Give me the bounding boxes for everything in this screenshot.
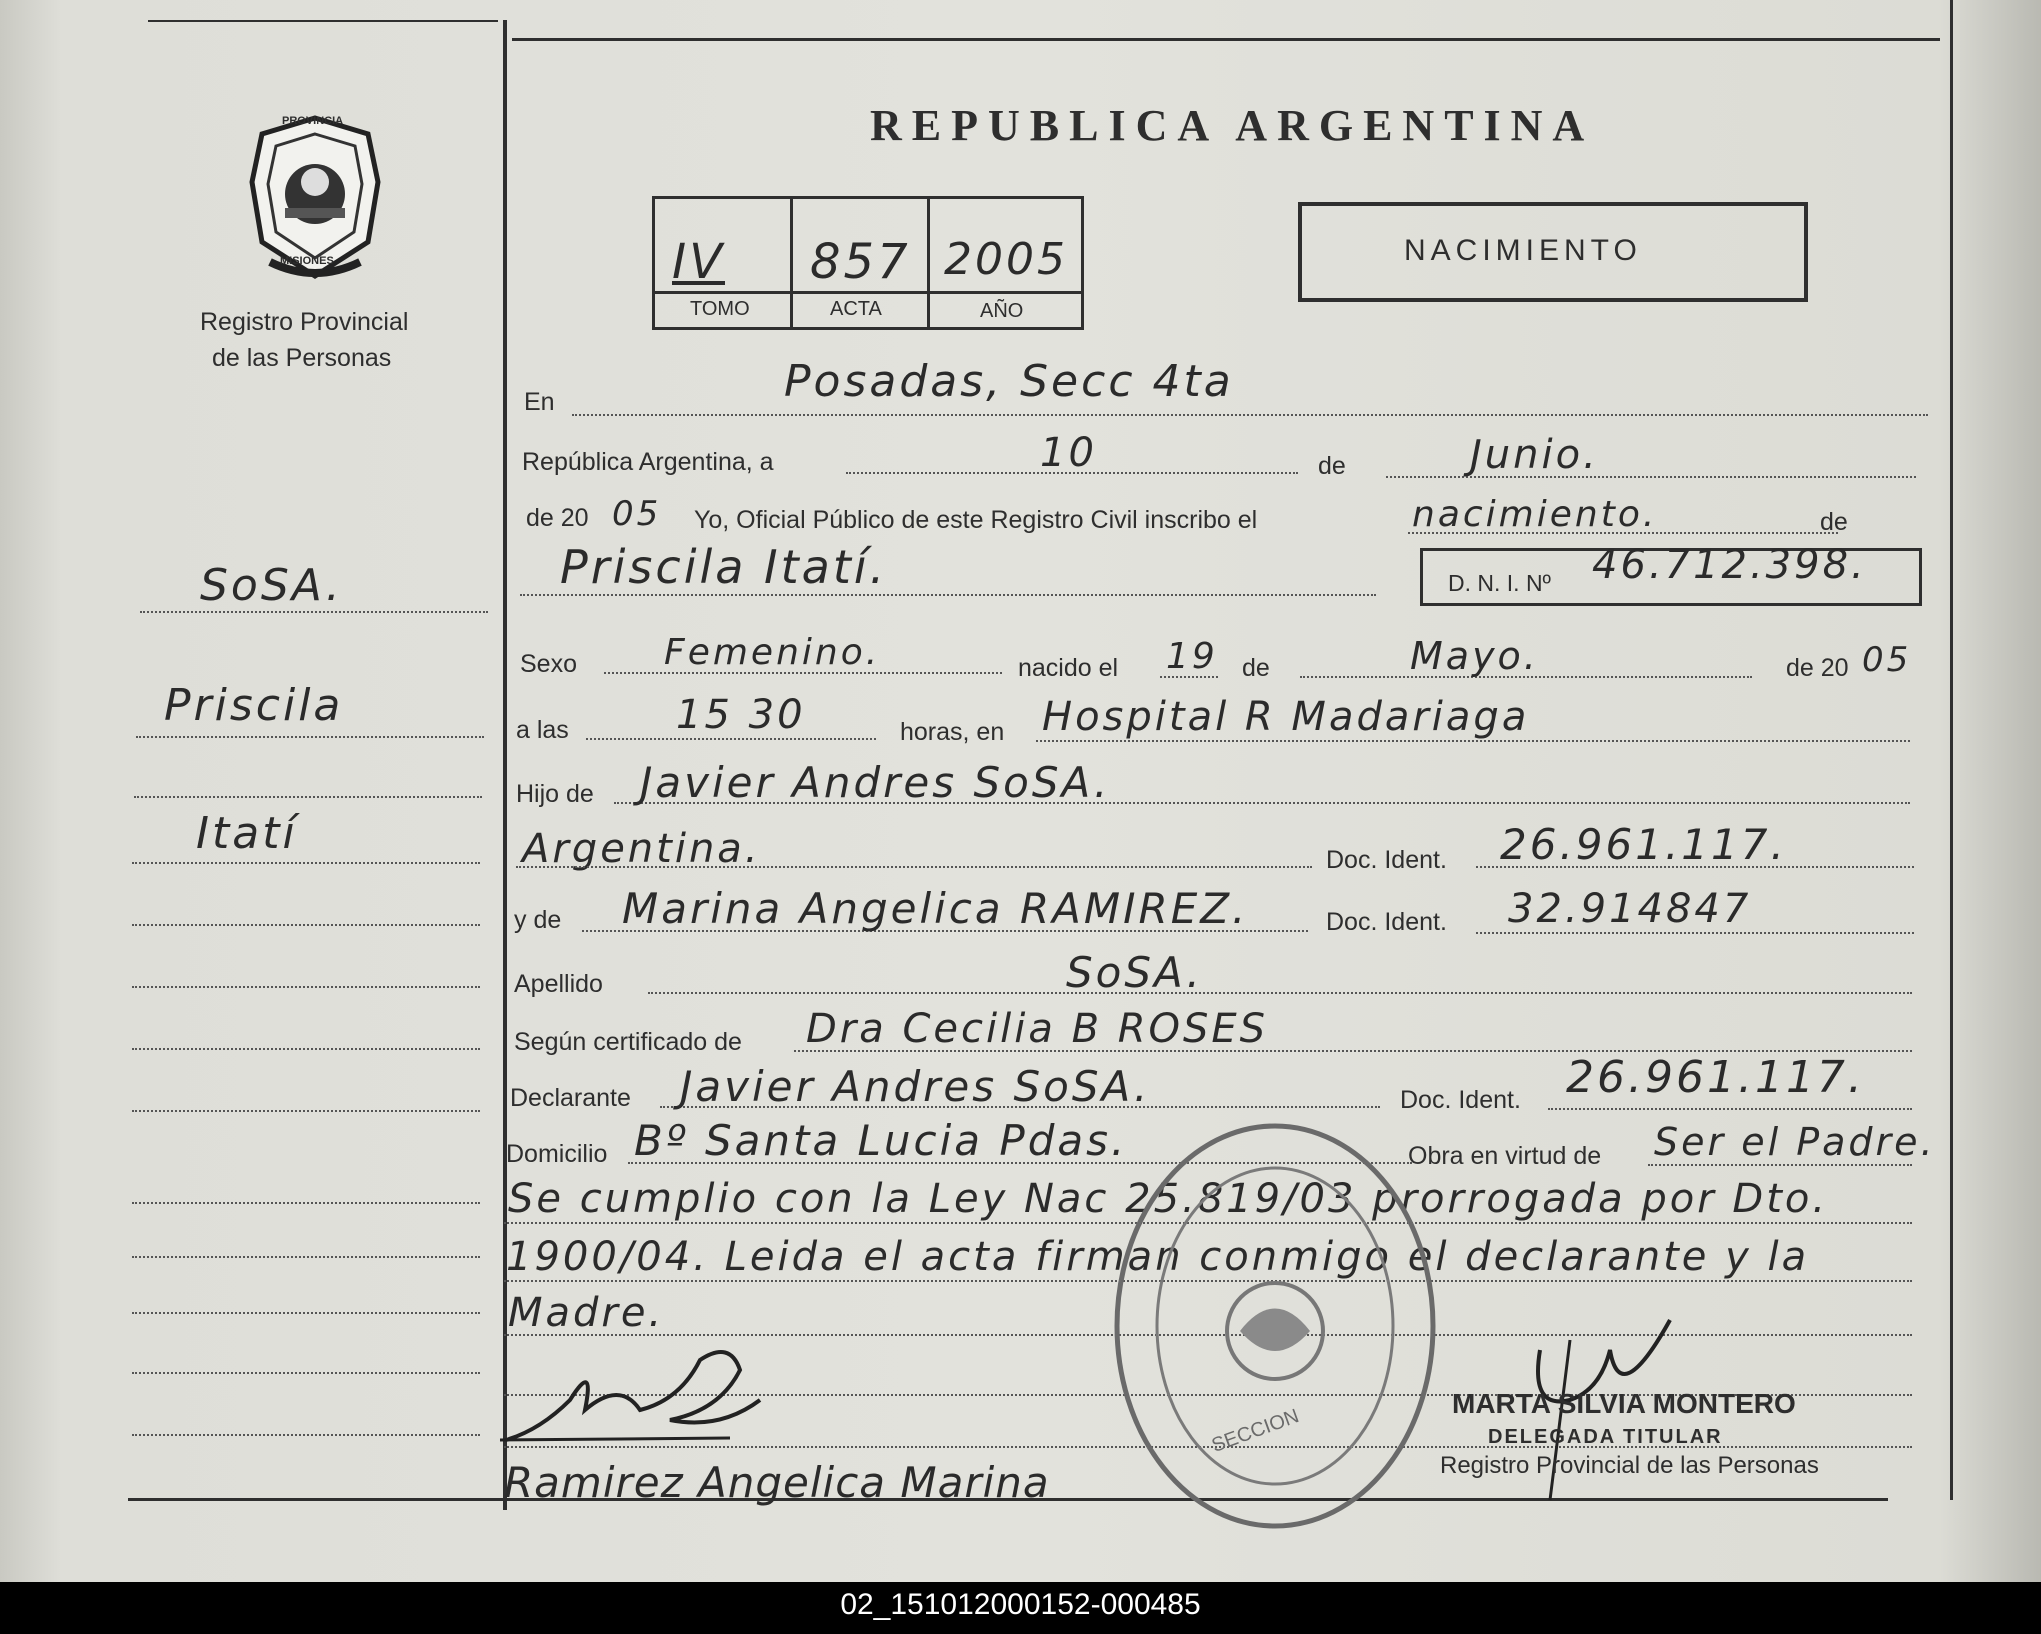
margin-line-13 — [132, 1434, 480, 1436]
domicilio-label: Domicilio — [506, 1140, 608, 1168]
father-doc-label: Doc. Ident. — [1326, 846, 1447, 874]
registry-line-2: de las Personas — [212, 344, 392, 372]
margin-line-9 — [132, 1202, 480, 1204]
seal-text-top: PROVINCIA — [282, 115, 344, 127]
en-value: Posadas, Secc 4ta — [784, 356, 1234, 407]
declarante-doc: 26.961.117. — [1566, 1052, 1865, 1103]
dni-value: 46.712.398. — [1592, 542, 1867, 588]
top-rule-right — [512, 38, 1940, 41]
mother-signature: Ramirez Angelica Marina — [504, 1458, 1050, 1507]
notes-line-3: Madre. — [508, 1290, 665, 1336]
hour-line — [586, 738, 876, 740]
top-rule-left — [148, 20, 498, 22]
day-value: 10 — [1040, 430, 1097, 476]
oficial-text: Yo, Oficial Público de este Registro Civil inscribo el — [694, 506, 1258, 534]
month-de-label: de — [1318, 452, 1346, 480]
margin-line-1 — [140, 611, 488, 613]
father-value: Javier Andres SoSA. — [640, 758, 1111, 807]
acta-label: ACTA — [830, 298, 882, 320]
official-registry: Registro Provincial de las Personas — [1440, 1452, 1819, 1479]
apellido-label: Apellido — [514, 970, 603, 998]
place-line — [1036, 740, 1910, 742]
stamp-section: SECCION — [1208, 1405, 1302, 1457]
sexo-label: Sexo — [520, 650, 577, 678]
hour-value: 15 30 — [676, 692, 806, 738]
domicilio-value: Bº Santa Lucia Pdas. — [634, 1116, 1128, 1165]
y-de-label: y de — [514, 906, 562, 934]
en-label: En — [524, 388, 555, 416]
mother-doc: 32.914847 — [1508, 886, 1752, 932]
seal-text-bottom: MISIONES — [280, 255, 334, 267]
margin-line-11 — [132, 1312, 480, 1314]
record-type: NACIMIENTO — [1404, 234, 1642, 267]
acta-value: 857 — [810, 234, 911, 290]
declarante-doc-line — [1548, 1108, 1912, 1110]
inscribe-de-label: de — [1820, 508, 1848, 536]
declarante-value: Javier Andres SoSA. — [680, 1062, 1151, 1111]
tomo-value: IV — [672, 234, 725, 290]
official-stamp-icon — [1110, 1116, 1440, 1536]
obra-value: Ser el Padre. — [1654, 1120, 1936, 1164]
father-doc: 26.961.117. — [1500, 820, 1787, 869]
apellido-value: SoSA. — [1066, 948, 1203, 997]
notes-line-2: 1900/04. Leida el acta firman conmigo el declarante y la — [506, 1234, 1810, 1280]
ano-label: AÑO — [980, 300, 1024, 322]
margin-line-4 — [132, 862, 480, 864]
margin-line-8 — [132, 1110, 480, 1112]
birth-de-label: de — [1242, 654, 1270, 682]
birth-year-prefix: de 20 — [1786, 654, 1849, 682]
year-prefix: de 20 — [526, 504, 589, 532]
inscribe-value: nacimiento. — [1412, 494, 1658, 535]
notes-line-1: Se cumplio con la Ley Nac 25.819/03 prorrogada por Dto. — [508, 1176, 1829, 1222]
en-line — [572, 414, 1928, 416]
margin-line-5 — [132, 924, 480, 926]
margin-line-7 — [132, 1048, 480, 1050]
month-line — [1386, 476, 1916, 478]
birth-day-line — [1160, 676, 1218, 678]
margin-line-2 — [136, 736, 484, 738]
margin-line-3 — [134, 796, 482, 798]
republica-label: República Argentina, a — [522, 448, 774, 476]
official-name: MARTA SILVIA MONTERO — [1452, 1388, 1796, 1419]
child-name: Priscila Itatí. — [560, 540, 888, 594]
birth-day: 19 — [1166, 636, 1218, 677]
ano-value: 2005 — [944, 234, 1068, 285]
birth-year: 05 — [1862, 640, 1912, 680]
tomo-label: TOMO — [690, 298, 750, 320]
right-border — [1950, 0, 1953, 1500]
declarante-doc-label: Doc. Ident. — [1400, 1086, 1521, 1114]
certificado-value: Dra Cecilia B ROSES — [806, 1006, 1269, 1052]
obra-line — [1648, 1164, 1912, 1166]
registry-line-1: Registro Provincial — [200, 308, 409, 336]
scan-reference-code: 02_151012000152-000485 — [840, 1588, 1201, 1621]
declarante-label: Declarante — [510, 1084, 631, 1112]
obra-label: Obra en virtud de — [1408, 1142, 1602, 1170]
nationality-line — [516, 866, 1312, 868]
margin-name-1: Priscila — [164, 680, 344, 731]
a-las-label: a las — [516, 716, 569, 744]
official-title: DELEGADA TITULAR — [1488, 1426, 1723, 1448]
segun-label: Según certificado de — [514, 1028, 742, 1056]
margin-surname: SoSA. — [200, 560, 343, 611]
year-value: 05 — [612, 494, 662, 534]
apellido-line — [648, 992, 1912, 994]
father-nationality: Argentina. — [522, 826, 761, 872]
mother-doc-label: Doc. Ident. — [1326, 908, 1447, 936]
margin-line-10 — [132, 1256, 480, 1258]
month-value: Junio. — [1470, 432, 1599, 478]
dni-label: D. N. I. Nº — [1448, 570, 1551, 596]
margin-name-2: Itatí — [196, 808, 298, 859]
sexo-value: Femenino. — [664, 632, 881, 673]
father-signature-icon — [500, 1340, 820, 1450]
child-name-line — [520, 594, 1376, 596]
mother-doc-line — [1476, 932, 1914, 934]
margin-line-12 — [132, 1372, 480, 1374]
birth-month: Mayo. — [1410, 634, 1539, 678]
hijo-label: Hijo de — [516, 780, 594, 808]
nacido-label: nacido el — [1018, 654, 1119, 682]
country-title: REPUBLICA ARGENTINA — [870, 101, 1595, 150]
horas-label: horas, en — [900, 718, 1005, 746]
margin-divider — [503, 20, 507, 1510]
mother-value: Marina Angelica RAMIREZ. — [622, 884, 1249, 933]
place-value: Hospital R Madariaga — [1042, 694, 1530, 740]
margin-line-6 — [132, 986, 480, 988]
